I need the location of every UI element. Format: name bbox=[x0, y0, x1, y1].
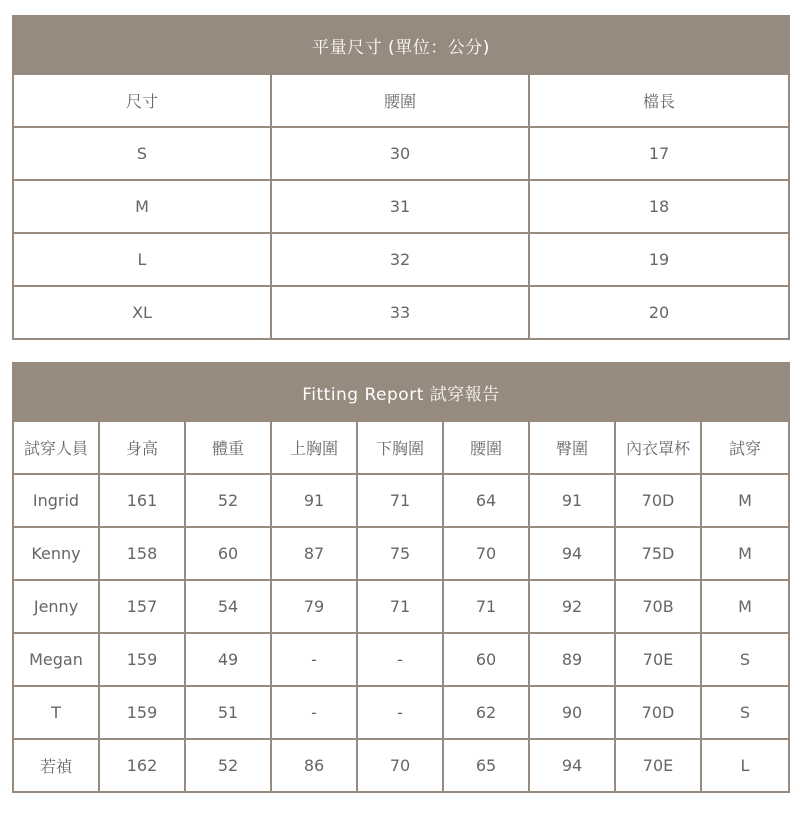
table-cell: 70E bbox=[615, 739, 701, 792]
table-cell: 65 bbox=[443, 739, 529, 792]
table-cell: T bbox=[13, 686, 99, 739]
table-cell: 159 bbox=[99, 633, 185, 686]
table-cell: 18 bbox=[529, 180, 789, 233]
table-cell: 31 bbox=[271, 180, 529, 233]
table-cell: 71 bbox=[357, 474, 443, 527]
table-cell: 70D bbox=[615, 686, 701, 739]
table-cell: - bbox=[271, 633, 357, 686]
table-cell: S bbox=[701, 686, 789, 739]
table-cell: Ingrid bbox=[13, 474, 99, 527]
table-cell: 52 bbox=[185, 739, 271, 792]
size-chart-body bbox=[13, 74, 789, 339]
table-cell: - bbox=[357, 633, 443, 686]
table-row bbox=[13, 686, 789, 739]
table-cell: 157 bbox=[99, 580, 185, 633]
column-header: 身高 bbox=[99, 421, 185, 474]
table-row bbox=[13, 286, 789, 339]
table-cell: 20 bbox=[529, 286, 789, 339]
table-cell: Kenny bbox=[13, 527, 99, 580]
table-cell: Megan bbox=[13, 633, 99, 686]
table-cell: 64 bbox=[443, 474, 529, 527]
table-cell: 32 bbox=[271, 233, 529, 286]
table-row bbox=[13, 180, 789, 233]
table-cell: L bbox=[13, 233, 271, 286]
table-cell: M bbox=[701, 527, 789, 580]
table-cell: - bbox=[271, 686, 357, 739]
table-cell: 87 bbox=[271, 527, 357, 580]
table-cell: XL bbox=[13, 286, 271, 339]
table-cell: 92 bbox=[529, 580, 615, 633]
header-row bbox=[13, 74, 789, 127]
table-cell: S bbox=[13, 127, 271, 180]
table-cell: Jenny bbox=[13, 580, 99, 633]
table-cell: 71 bbox=[357, 580, 443, 633]
column-header: 內衣罩杯 bbox=[615, 421, 701, 474]
table-row bbox=[13, 233, 789, 286]
table-cell: 60 bbox=[185, 527, 271, 580]
table-cell: 17 bbox=[529, 127, 789, 180]
table-cell: 70E bbox=[615, 633, 701, 686]
column-header: 試穿人員 bbox=[13, 421, 99, 474]
table-cell: 158 bbox=[99, 527, 185, 580]
table-cell: 30 bbox=[271, 127, 529, 180]
table-row bbox=[13, 633, 789, 686]
table-cell: 33 bbox=[271, 286, 529, 339]
size-chart-title: 平量尺寸 (單位：公分) bbox=[13, 16, 789, 74]
size-chart-title-row bbox=[13, 16, 789, 74]
table-cell: 51 bbox=[185, 686, 271, 739]
table-cell: 70D bbox=[615, 474, 701, 527]
table-cell: 70 bbox=[357, 739, 443, 792]
table-cell: 70B bbox=[615, 580, 701, 633]
table-cell: 91 bbox=[271, 474, 357, 527]
column-header: 臀圍 bbox=[529, 421, 615, 474]
table-cell: M bbox=[701, 474, 789, 527]
table-row bbox=[13, 474, 789, 527]
table-cell: 60 bbox=[443, 633, 529, 686]
table-cell: 19 bbox=[529, 233, 789, 286]
column-header: 腰圍 bbox=[271, 74, 529, 127]
table-cell: 52 bbox=[185, 474, 271, 527]
table-cell: M bbox=[13, 180, 271, 233]
table-cell: 70 bbox=[443, 527, 529, 580]
table-cell: 91 bbox=[529, 474, 615, 527]
table-cell: 71 bbox=[443, 580, 529, 633]
table-cell: 94 bbox=[529, 527, 615, 580]
fitting-report-title-row bbox=[13, 363, 789, 421]
size-chart-table bbox=[12, 15, 790, 340]
column-header: 下胸圍 bbox=[357, 421, 443, 474]
table-cell: 75 bbox=[357, 527, 443, 580]
table-cell: 86 bbox=[271, 739, 357, 792]
table-cell: 159 bbox=[99, 686, 185, 739]
table-cell: 62 bbox=[443, 686, 529, 739]
table-cell: 90 bbox=[529, 686, 615, 739]
table-row bbox=[13, 527, 789, 580]
column-header: 體重 bbox=[185, 421, 271, 474]
column-header: 上胸圍 bbox=[271, 421, 357, 474]
table-row bbox=[13, 739, 789, 792]
fitting-report-body bbox=[13, 421, 789, 792]
table-row bbox=[13, 580, 789, 633]
table-cell: S bbox=[701, 633, 789, 686]
fitting-report-title: Fitting Report 試穿報告 bbox=[13, 363, 789, 421]
table-cell: 49 bbox=[185, 633, 271, 686]
table-cell: 89 bbox=[529, 633, 615, 686]
table-cell: 162 bbox=[99, 739, 185, 792]
table-cell: 若禎 bbox=[13, 739, 99, 792]
table-cell: 54 bbox=[185, 580, 271, 633]
table-cell: 161 bbox=[99, 474, 185, 527]
table-cell: 79 bbox=[271, 580, 357, 633]
column-header: 檔長 bbox=[529, 74, 789, 127]
fitting-report-table bbox=[12, 362, 790, 793]
table-cell: 75D bbox=[615, 527, 701, 580]
table-cell: 94 bbox=[529, 739, 615, 792]
header-row bbox=[13, 421, 789, 474]
table-cell: - bbox=[357, 686, 443, 739]
column-header: 腰圍 bbox=[443, 421, 529, 474]
column-header: 尺寸 bbox=[13, 74, 271, 127]
table-row bbox=[13, 127, 789, 180]
column-header: 試穿 bbox=[701, 421, 789, 474]
table-cell: M bbox=[701, 580, 789, 633]
table-cell: L bbox=[701, 739, 789, 792]
